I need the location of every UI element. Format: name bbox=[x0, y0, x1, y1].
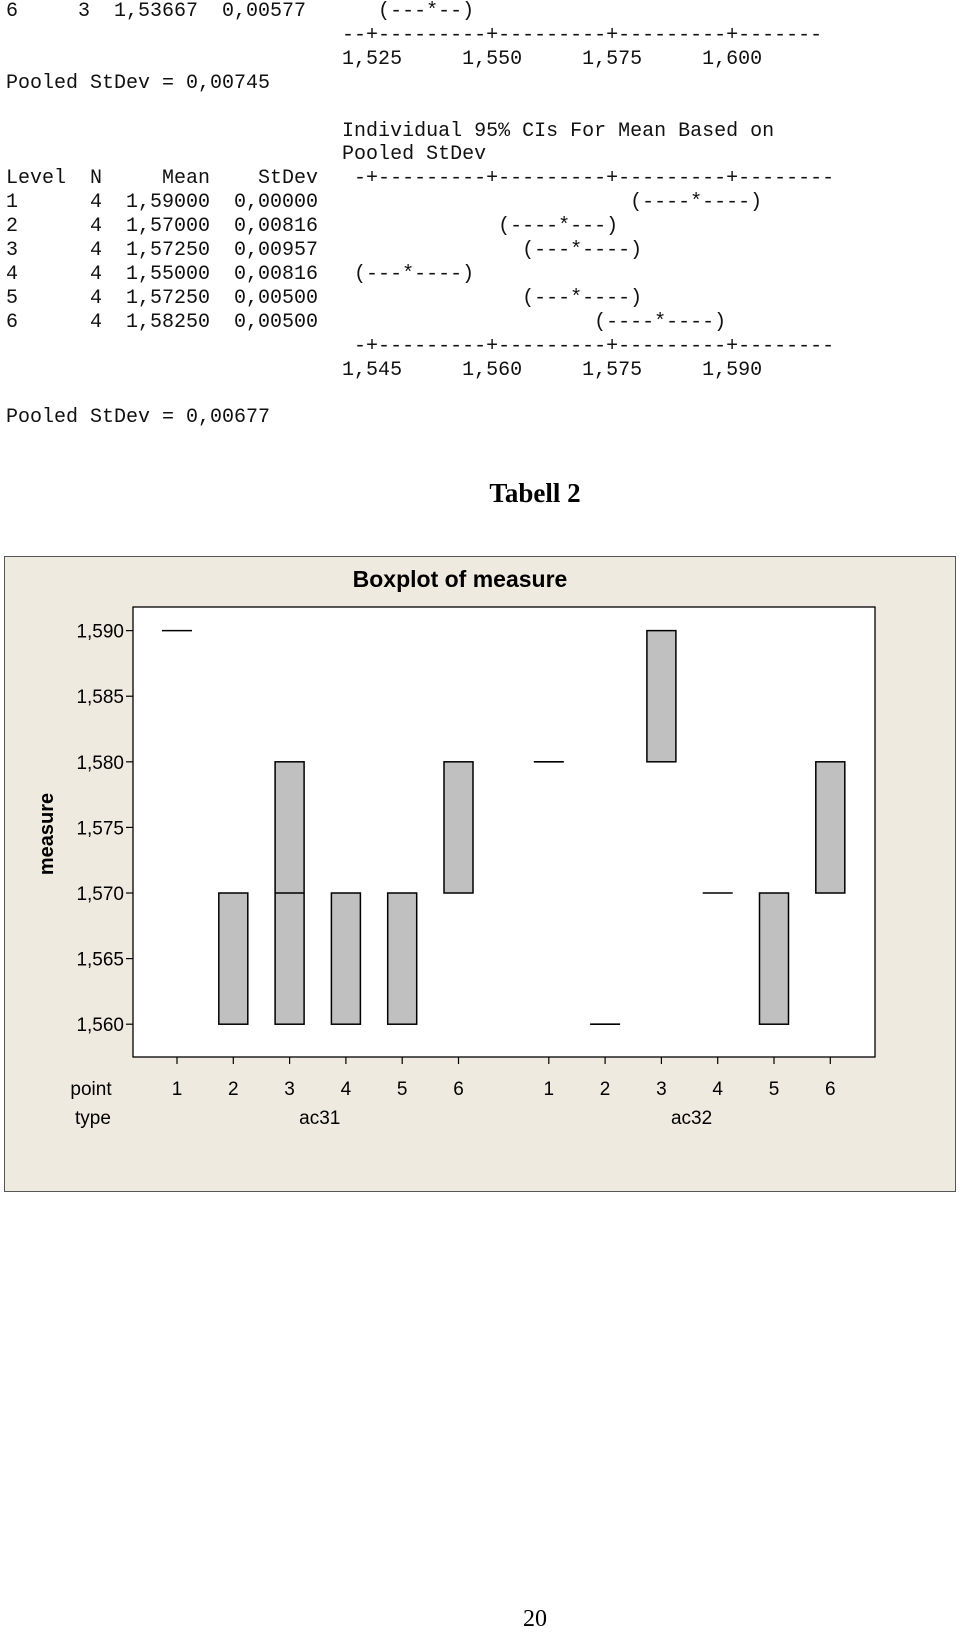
boxplot-figure bbox=[4, 556, 956, 1192]
output-line: 1,545 1,560 1,575 1,590 bbox=[342, 358, 763, 382]
y-tick-label: 1,575 bbox=[76, 818, 124, 840]
y-tick-label: 1,565 bbox=[76, 949, 124, 971]
x-tick-label: 6 bbox=[825, 1079, 836, 1100]
x-tick-label: 1 bbox=[171, 1079, 183, 1100]
x-tick-label: 5 bbox=[768, 1079, 780, 1100]
y-axis-label: measure bbox=[36, 792, 58, 876]
page-number: 20 bbox=[523, 1606, 547, 1632]
y-tick-label: 1,580 bbox=[76, 752, 124, 774]
output-line: Level N Mean StDev -+---------+---------+---------+-------- bbox=[6, 167, 835, 191]
output-line: 2 4 1,57000 0,00816 (----*---) bbox=[6, 215, 619, 239]
box bbox=[760, 893, 789, 1024]
box bbox=[816, 762, 845, 893]
x-tick-label: 4 bbox=[340, 1079, 352, 1100]
y-tick-label: 1,560 bbox=[76, 1015, 124, 1037]
x-tick-label: 5 bbox=[396, 1079, 408, 1100]
output-line: 5 4 1,57250 0,00500 (---*----) bbox=[6, 286, 643, 310]
x-row-label-point: point bbox=[70, 1079, 112, 1100]
y-tick-label: 1,570 bbox=[76, 884, 124, 906]
x-tick-label: 6 bbox=[453, 1079, 464, 1100]
output-line: 1 4 1,59000 0,00000 (----*----) bbox=[6, 191, 763, 215]
x-tick-label: 4 bbox=[712, 1079, 723, 1100]
anova-output bbox=[6, 0, 834, 430]
box bbox=[219, 893, 248, 1024]
output-line: Pooled StDev bbox=[342, 143, 487, 167]
output-line: --+---------+---------+---------+------- bbox=[342, 23, 823, 47]
y-tick-label: 1,585 bbox=[76, 687, 124, 709]
output-line: 4 4 1,55000 0,00816 (---*----) bbox=[6, 262, 475, 286]
chart-title: Boxplot of measure bbox=[352, 566, 568, 592]
box bbox=[331, 893, 360, 1024]
group-label: ac31 bbox=[299, 1108, 341, 1129]
x-tick-label: 3 bbox=[284, 1079, 295, 1100]
boxplot-chart bbox=[5, 557, 957, 1193]
y-tick-label: 1,590 bbox=[76, 621, 124, 643]
output-line: 6 4 1,58250 0,00500 (----*----) bbox=[6, 310, 727, 334]
output-line: Pooled StDev = 0,00745 bbox=[6, 71, 271, 95]
output-line: -+---------+---------+---------+-------- bbox=[354, 334, 835, 358]
output-line: Pooled StDev = 0,00677 bbox=[6, 406, 271, 430]
box bbox=[444, 762, 473, 893]
output-line: 1,525 1,550 1,575 1,600 bbox=[342, 47, 763, 71]
output-line: Individual 95% CIs For Mean Based on bbox=[342, 119, 775, 143]
output-line: 3 4 1,57250 0,00957 (---*----) bbox=[6, 239, 643, 263]
x-tick-label: 1 bbox=[543, 1079, 555, 1100]
output-line: 6 3 1,53667 0,00577 (---*--) bbox=[6, 0, 475, 23]
x-row-label-type: type bbox=[75, 1108, 111, 1129]
x-tick-label: 3 bbox=[656, 1079, 667, 1100]
group-label: ac32 bbox=[670, 1108, 713, 1129]
x-tick-label: 2 bbox=[599, 1079, 611, 1100]
table-caption: Tabell 2 bbox=[489, 478, 581, 508]
box bbox=[647, 631, 676, 762]
box bbox=[388, 893, 417, 1024]
x-tick-label: 2 bbox=[228, 1079, 239, 1100]
